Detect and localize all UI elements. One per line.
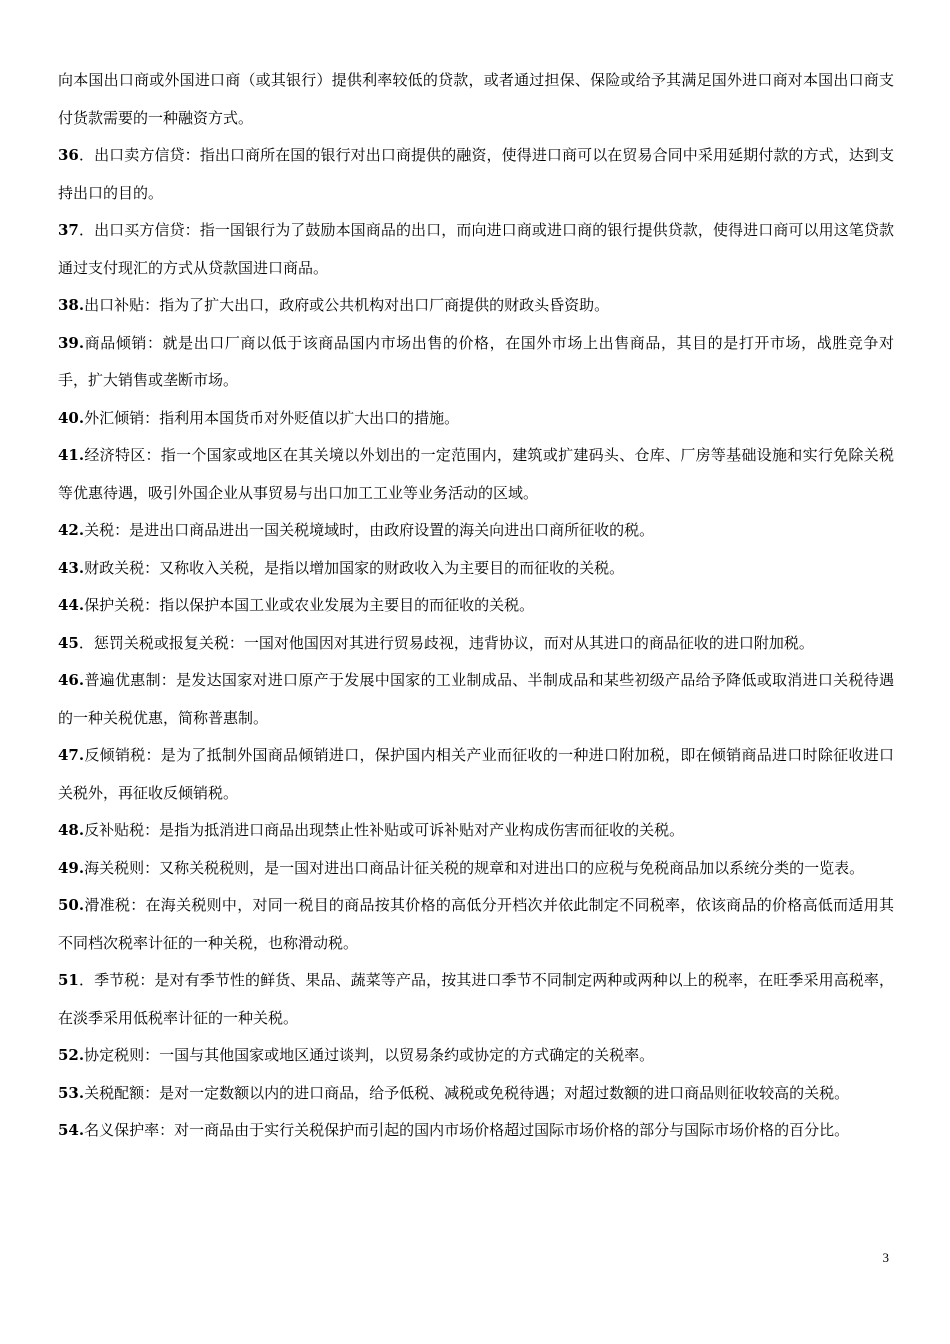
- entry-48: [58, 812, 894, 850]
- entry-36: [58, 137, 894, 212]
- entry-number: 53.: [58, 1083, 85, 1102]
- entry-46: [58, 662, 894, 737]
- entry-47: [58, 737, 894, 812]
- entry-text: 经济特区：指一个国家或地区在其关境以外划出的一定范围内，建筑或扩建码头、仓库、厂房等基础设施和实行免除关税等优惠待遇，吸引外国企业从事贸易与出口加工工业等业务活动的区域。: [58, 446, 894, 502]
- entry-number: 49.: [58, 858, 85, 877]
- entry-text: 外汇倾销：指利用本国货币对外贬值以扩大出口的措施。: [84, 408, 460, 427]
- entry-text: 出口买方信贷：指一国银行为了鼓励本国商品的出口，而向进口商或进口商的银行提供贷款，使得进口商可以用这笔贷款通过支付现汇的方式从贷款国进口商品。: [58, 221, 894, 277]
- entry-text: 普遍优惠制：是发达国家对进口原产于发展中国家的工业制成品、半制成品和某些初级产品给予降低或取消进口关税待遇的一种关税优惠，简称普惠制。: [58, 671, 894, 727]
- entry-number: 51: [58, 971, 79, 989]
- entry-number: 39.: [58, 333, 85, 352]
- entry-50: [58, 887, 894, 962]
- entry-text: 滑准税：在海关税则中，对同一税目的商品按其价格的高低分开档次并依此制定不同税率，依该商品的价格高低而适用其不同档次税率计征的一种关税，也称滑动税。: [58, 896, 894, 952]
- entry-text: 协定税则：一国与其他国家或地区通过谈判，以贸易条约或协定的方式确定的关税率。: [84, 1046, 655, 1064]
- document-body: [58, 62, 894, 1150]
- entry-separator: ．: [78, 971, 95, 989]
- entry-number: 40.: [58, 408, 85, 427]
- entry-text: 惩罚关税或报复关税：一国对他国因对其进行贸易歧视，违背协议，而对从其进口的商品征收的进口附加税。: [93, 633, 814, 652]
- entry-text: 季节税：是对有季节性的鲜货、果品、蔬菜等产品，按其进口季节不同制定两种或两种以上的税率，在旺季采用高税率，在淡季采用低税率计征的一种关税。: [58, 971, 894, 1027]
- entry-text: 商品倾销：就是出口厂商以低于该商品国内市场出售的价格，在国外市场上出售商品，其目的是打开市场，战胜竞争对手，扩大销售或垄断市场。: [58, 333, 894, 389]
- entry-number: 45: [58, 633, 79, 652]
- entry-45: [58, 625, 894, 663]
- entry-42: [58, 512, 894, 550]
- entry-number: 52.: [58, 1046, 85, 1064]
- entry-text: 海关税则：又称关税税则，是一国对进出口商品计征关税的规章和对进出口的应税与免税商品加以系统分类的一览表。: [84, 858, 865, 877]
- entry-49: [58, 850, 894, 888]
- entry-text: 财政关税：又称收入关税，是指以增加国家的财政收入为主要目的而征收的关税。: [84, 558, 625, 577]
- entry-52: [58, 1037, 894, 1075]
- entry-text: 保护关税：指以保护本国工业或农业发展为主要目的而征收的关税。: [84, 596, 535, 614]
- entry-number: 44.: [58, 596, 85, 614]
- entry-51: [58, 962, 894, 1037]
- entry-separator: ．: [78, 221, 95, 239]
- entry-text: 反补贴税：是指为抵消进口商品出现禁止性补贴或可诉补贴对产业构成伤害而征收的关税。: [84, 821, 685, 839]
- entry-40: [58, 400, 894, 438]
- entry-53: [58, 1075, 894, 1113]
- entry-continuation: [58, 62, 894, 137]
- entry-44: [58, 587, 894, 625]
- entry-text: 向本国出口商或外国进口商（或其银行）提供利率较低的贷款，或者通过担保、保险或给予其满足国外进口商对本国出口商支付货款需要的一种融资方式。: [58, 71, 894, 127]
- entry-number: 37: [58, 221, 79, 239]
- entry-number: 47.: [58, 746, 85, 764]
- entry-separator: ．: [78, 146, 95, 164]
- entry-54: [58, 1112, 894, 1150]
- entry-37: [58, 212, 894, 287]
- entry-number: 42.: [58, 521, 85, 539]
- page-number: 3: [882, 1250, 889, 1265]
- entry-number: 41.: [58, 446, 85, 464]
- entry-text: 名义保护率：对一商品由于实行关税保护而引起的国内市场价格超过国际市场价格的部分与国际市场价格的百分比。: [84, 1121, 850, 1139]
- entry-number: 36: [58, 146, 79, 164]
- entry-number: 43.: [58, 558, 85, 577]
- entry-number: 46.: [58, 671, 85, 689]
- entry-41: [58, 437, 894, 512]
- entry-number: 50.: [58, 896, 85, 914]
- entry-number: 48.: [58, 821, 85, 839]
- entry-39: [58, 325, 894, 400]
- entry-separator: ．: [78, 633, 94, 652]
- entry-43: [58, 550, 894, 588]
- entry-text: 出口卖方信贷：指出口商所在国的银行对出口商提供的融资，使得进口商可以在贸易合同中采用延期付款的方式，达到支持出口的目的。: [58, 146, 894, 202]
- entry-number: 38.: [58, 296, 85, 314]
- entry-text: 关税配额：是对一定数额以内的进口商品，给予低税、减税或免税待遇；对超过数额的进口商品则征收较高的关税。: [84, 1083, 850, 1102]
- entry-text: 关税：是进出口商品进出一国关税境域时，由政府设置的海关向进出口商所征收的税。: [84, 521, 655, 539]
- entry-number: 54.: [58, 1121, 85, 1139]
- entry-38: [58, 287, 894, 325]
- entry-text: 反倾销税：是为了抵制外国商品倾销进口，保护国内相关产业而征收的一种进口附加税，即在倾销商品进口时除征收进口关税外，再征收反倾销税。: [58, 746, 894, 802]
- entry-text: 出口补贴：指为了扩大出口，政府或公共机构对出口厂商提供的财政头昏资助。: [84, 296, 610, 314]
